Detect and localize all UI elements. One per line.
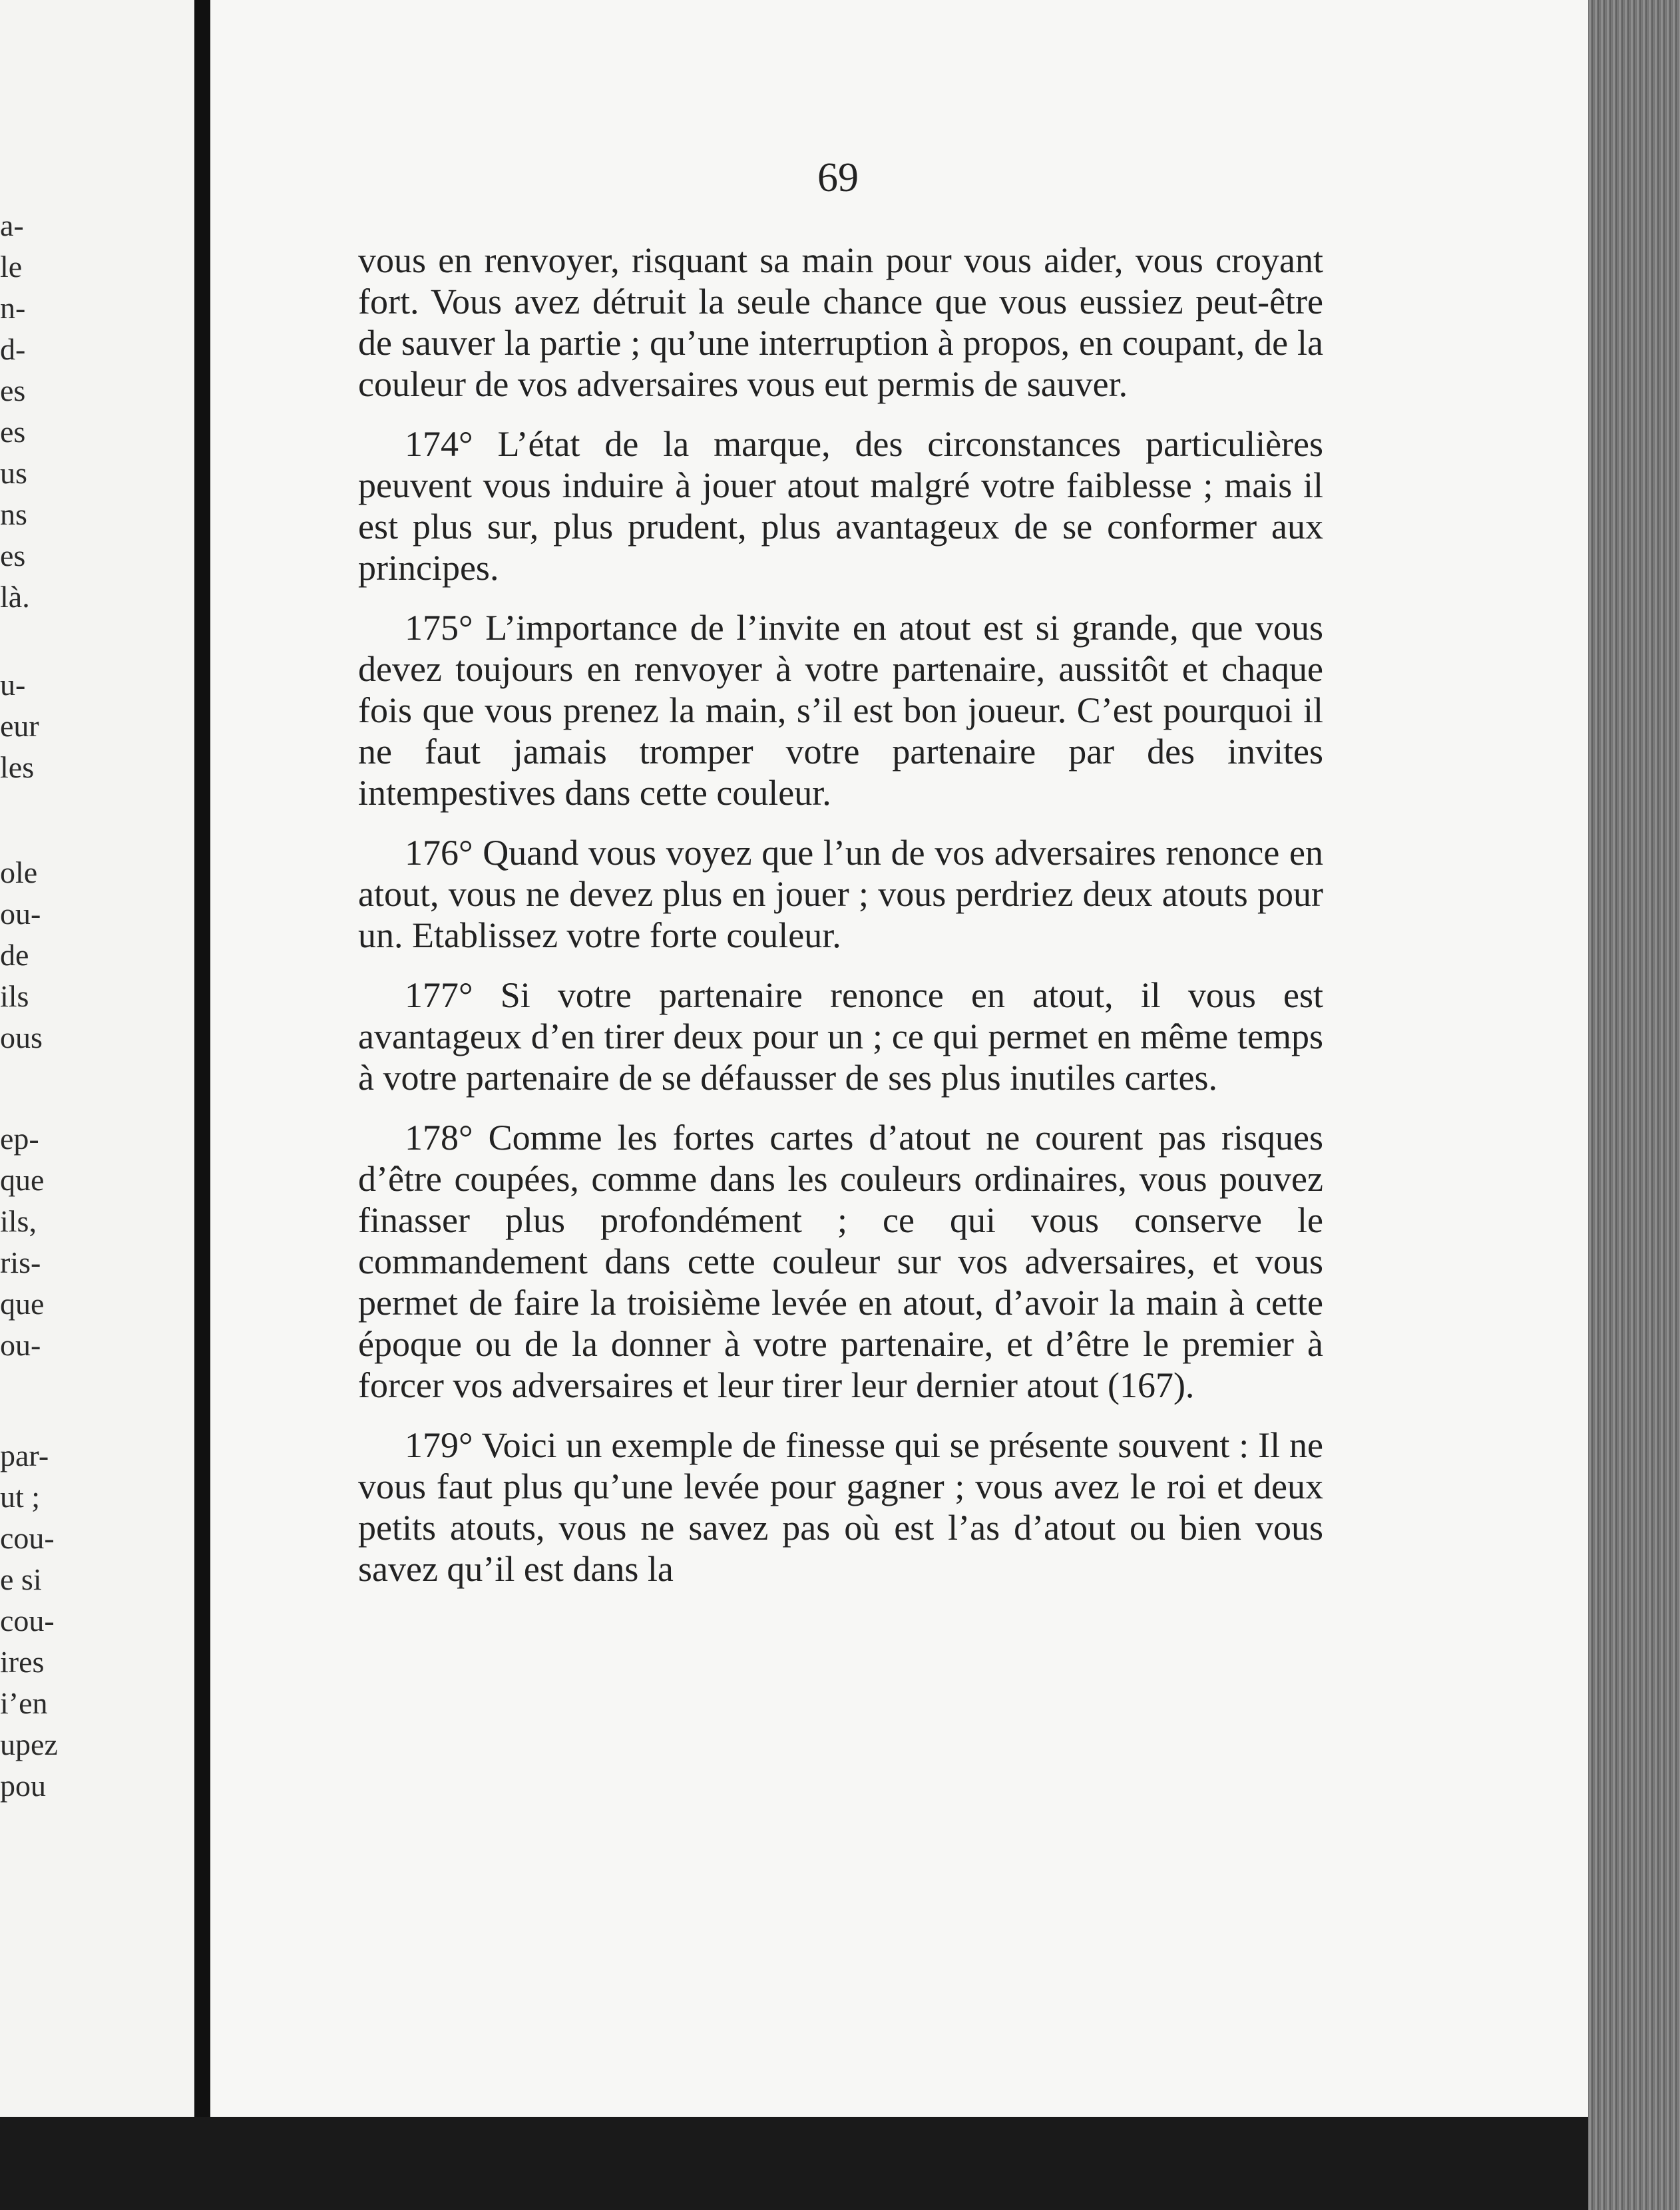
paragraph-number: 178° [405, 1118, 473, 1158]
left-fragment: ou- [0, 897, 41, 931]
left-facing-page [0, 0, 194, 2117]
left-fragment: a- [0, 208, 24, 242]
book-gutter [194, 0, 210, 2117]
left-fragment: ris- [0, 1245, 41, 1279]
body-text [358, 240, 1323, 1590]
left-fragment: ns [0, 497, 27, 531]
paragraph-text: Voici un exemple de finesse qui se présente souvent : Il ne vous faut plus qu’une levée pour gagner ; vous avez le roi et deux petits atouts, vous ne savez pas où est l’as d’atout ou bien vous savez qu’il est dans la [358, 1425, 1323, 1589]
left-fragment: ous [0, 1020, 43, 1054]
paragraph-number: 179° [405, 1425, 473, 1465]
paragraph-text: Si votre partenaire renonce en atout, il vous est avantageux d’en tirer deux pour un ; ce qui permet en même temps à votre partenaire de se défausser de ses plus inutiles cartes. [358, 975, 1323, 1098]
left-fragment: e si [0, 1562, 42, 1596]
left-fragment: que [0, 1287, 45, 1321]
paragraph-text: Comme les fortes cartes d’atout ne courent pas risques d’être coupées, comme dans les couleurs ordinaires, vous pouvez finasser plus profondément ; ce qui vous conserve le commandement dans cette couleur sur vos adversaires, et vous permet de faire la troisième levée en atout, d’avoir la main à cette époque ou de la donner à votre partenaire, et d’être le premier à forcer vos adversaires et leur tirer leur dernier atout (167). [358, 1118, 1324, 1405]
left-fragment: es [0, 373, 26, 407]
left-fragment: ep- [0, 1122, 39, 1156]
left-fragment: les [0, 750, 35, 784]
bottom-shadow [0, 2117, 1588, 2210]
paragraph-number: 174° [405, 424, 473, 464]
left-fragment: n- [0, 291, 26, 325]
left-fragment: eur [0, 709, 39, 743]
paragraph-text: L’importance de l’invite en atout est si grande, que vous devez toujours en renvoyer à votre partenaire, aussitôt et chaque fois que vous prenez la main, s’il est bon joueur. C’est pourquoi il ne faut jamais tromper votre partenaire par des invites intempestives dans cette couleur. [358, 608, 1323, 813]
left-fragment: es [0, 415, 26, 449]
paragraph-174 [358, 423, 1323, 588]
left-fragment: us [0, 456, 27, 490]
left-fragment: cou- [0, 1604, 55, 1638]
opening-paragraph: vous en renvoyer, risquant sa main pour vous aider, vous croyant fort. Vous avez détruit la seule chance que vous eussiez peut-être de sauver la partie ; qu’une interruption à propos, en coupant, de la couleur de vos adversaires vous eut permis de sauver. [358, 240, 1323, 404]
paragraph-number: 176° [405, 833, 473, 873]
left-fragment: pou [0, 1769, 46, 1803]
left-fragment: upez [0, 1727, 58, 1761]
paragraph-178 [358, 1117, 1323, 1406]
left-fragment: ires [0, 1645, 45, 1679]
left-fragment: de [0, 938, 29, 972]
left-fragment: ole [0, 855, 38, 889]
paragraph-text: L’état de la marque, des circonstances particulières peuvent vous induire à jouer atout malgré votre faiblesse ; mais il est plus sur, plus prudent, plus avantageux de se conformer aux principes. [358, 424, 1324, 588]
left-fragment: i’en [0, 1686, 48, 1720]
paragraph-number: 177° [405, 975, 473, 1015]
left-fragment: ils, [0, 1204, 37, 1238]
left-fragment: là. [0, 580, 30, 614]
left-fragment: cou- [0, 1521, 55, 1555]
left-fragment: es [0, 539, 26, 572]
paragraph-175 [358, 607, 1323, 813]
left-fragment: par- [0, 1438, 49, 1472]
page-number: 69 [817, 155, 859, 200]
paragraph-179 [358, 1425, 1323, 1590]
left-fragment: u- [0, 668, 26, 702]
left-fragment: le [0, 250, 23, 284]
paragraph-176 [358, 832, 1323, 956]
paragraph-number: 175° [405, 608, 473, 648]
page-edges [1588, 0, 1680, 2210]
left-fragment: d- [0, 332, 26, 366]
left-fragment: que [0, 1163, 45, 1197]
left-fragment: ou- [0, 1328, 41, 1362]
paragraph-text: Quand vous voyez que l’un de vos adversaires renonce en atout, vous ne devez plus en jouer ; vous perdriez deux atouts pour un. Etablissez votre forte couleur. [358, 833, 1324, 955]
paragraph-177 [358, 975, 1323, 1098]
left-fragment: ut ; [0, 1480, 41, 1514]
left-fragment: ils [0, 979, 29, 1013]
